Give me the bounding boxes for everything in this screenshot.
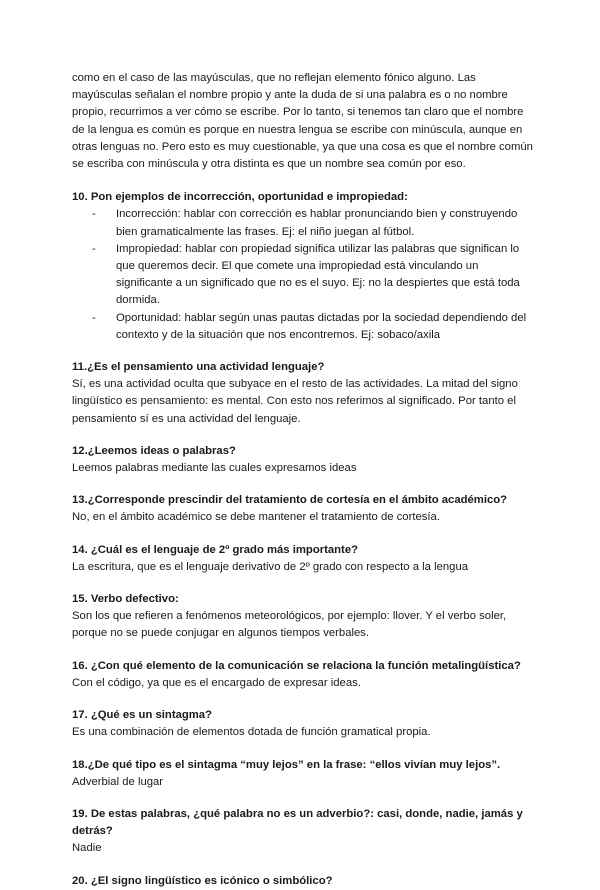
question-19-section [72, 806, 536, 858]
question-20-section [72, 873, 536, 890]
question-10-section [72, 189, 536, 344]
question-14-section [72, 542, 536, 576]
question-18-heading: 18.¿De qué tipo es el sintagma “muy lejos” en la frase: “ellos vivían muy lejos”. [72, 758, 501, 771]
list-item: - Incorrección: hablar con corrección es hablar pronunciando bien y construyendo bien gramaticalmente las frases. Ej: el niño juegan al fútbol. [72, 206, 536, 240]
list-item: - Oportunidad: hablar según unas pautas dictadas por la sociedad dependiendo del contexto y de la situación que nos encontremos. Ej: sobaco/axila [72, 310, 536, 344]
examples-list [72, 206, 536, 344]
question-13-answer: No, en el ámbito académico se debe mantener el tratamiento de cortesía. [72, 511, 440, 524]
question-15-heading: 15. Verbo defectivo: [72, 593, 179, 606]
question-13-heading: 13.¿Corresponde prescindir del tratamiento de cortesía en el ámbito académico? [72, 494, 508, 507]
question-19-answer: Nadie [72, 842, 102, 855]
question-14-heading: 14. ¿Cuál es el lenguaje de 2º grado más importante? [72, 543, 359, 556]
question-10-heading: 10. Pon ejemplos de incorrección, oportunidad e impropiedad: [72, 191, 408, 204]
question-11-answer: Sí, es una actividad oculta que subyace en el resto de las actividades. La mitad del signo lingüístico es pensamiento: es mental. Con esto nos referimos al significado. Por tanto el pensamiento sí es una actividad del lenguaje. [72, 378, 518, 425]
question-12-section [72, 443, 536, 477]
question-17-heading: 17. ¿Qué es un sintagma? [72, 709, 212, 722]
question-16-section [72, 658, 536, 692]
intro-paragraph: como en el caso de las mayúsculas, que no reflejan elemento fónico alguno. Las mayúsculas señalan el nombre propio y ante la duda de si una palabra es o no nombre propio, recurrimos a ver cómo se escribe. Por lo tanto, si tenemos tan claro que el nombre de la lengua es común es porque en nuestra lengua se escribe con minúscula, aunque en otras lenguas no. Pero esto es muy cuestionable, ya que una cosa es que el nombre común se escriba con minúscula y otra distinta es que un nombre sea común por eso. [72, 72, 533, 171]
question-17-section [72, 707, 536, 741]
question-11-section [72, 359, 536, 428]
question-13-section [72, 492, 536, 526]
question-19-heading: 19. De estas palabras, ¿qué palabra no es un adverbio?: casi, donde, nadie, jamás y detrás? [72, 807, 523, 838]
question-18-section [72, 757, 536, 791]
question-20-heading: 20. ¿El signo lingüístico es icónico o simbólico? [72, 874, 333, 887]
question-12-heading: 12.¿Leemos ideas o palabras? [72, 444, 236, 457]
question-15-answer: Son los que refieren a fenómenos meteorológicos, por ejemplo: llover. Y el verbo soler, porque no se puede conjugar en algunos tiempos verbales. [72, 610, 507, 640]
list-item: - Impropiedad: hablar con propiedad significa utilizar las palabras que significan lo que queremos decir. El que comete una impropiedad está vinculando un significante a un significado que no es el suyo. Ej: no la despiertes que está toda dormida. [72, 241, 536, 310]
question-11-heading: 11.¿Es el pensamiento una actividad lenguaje? [72, 361, 325, 374]
question-15-section [72, 591, 536, 643]
question-17-answer: Es una combinación de elementos dotada de función gramatical propia. [72, 726, 431, 739]
question-14-answer: La escritura, que es el lenguaje derivativo de 2º grado con respecto a la lengua [72, 560, 469, 573]
question-16-answer: Con el código, ya que es el encargado de expresar ideas. [72, 676, 361, 689]
question-18-answer: Adverbial de lugar [72, 775, 164, 788]
question-12-answer: Leemos palabras mediante las cuales expresamos ideas [72, 462, 357, 475]
question-16-heading: 16. ¿Con qué elemento de la comunicación se relaciona la función metalingüística? [72, 659, 521, 672]
